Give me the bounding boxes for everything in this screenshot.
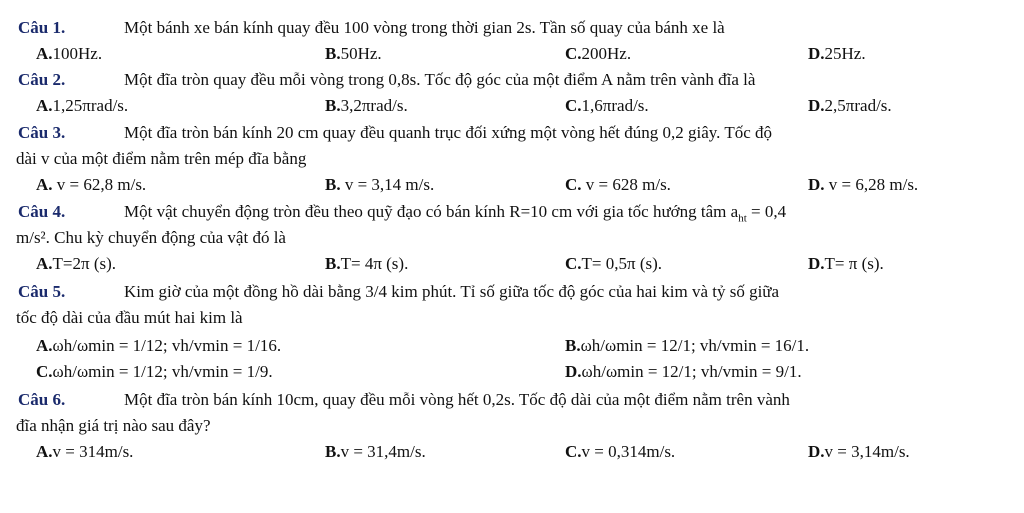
question-5-option-d[interactable]: [565, 362, 802, 382]
option-text: ωh/ωmin = 12/1; vh/vmin = 16/1.: [580, 336, 810, 355]
question-4-text-subscript: ht: [738, 212, 747, 225]
question-4-number: Câu 4.: [18, 202, 66, 221]
question-6-continuation: [0, 416, 1024, 438]
question-5-text-line2: tốc độ dài của đầu mút hai kim là: [16, 308, 243, 327]
question-5-options-row1: [0, 336, 1024, 358]
question-3-options: [0, 175, 1024, 197]
question-5-options-row2: [0, 362, 1024, 384]
question-6: [0, 390, 1024, 412]
question-6-option-d[interactable]: [808, 442, 910, 462]
question-3-option-a[interactable]: [36, 175, 146, 195]
option-text: v = 6,28 m/s.: [824, 175, 919, 194]
option-label: D.: [808, 442, 825, 461]
question-5-option-a[interactable]: [36, 336, 281, 356]
option-label: B.: [565, 336, 581, 355]
question-5-number: Câu 5.: [18, 282, 66, 301]
question-5: [0, 282, 1024, 304]
question-1-option-b[interactable]: [325, 44, 382, 64]
question-5-continuation: [0, 308, 1024, 330]
option-text: v = 31,4m/s.: [340, 442, 426, 461]
question-4-option-c[interactable]: [565, 254, 662, 274]
question-4-text-end: = 0,4: [746, 202, 787, 221]
option-label: C.: [36, 362, 53, 381]
option-label: A.: [36, 442, 53, 461]
option-label: B.: [325, 442, 341, 461]
question-6-text-line2: đĩa nhận giá trị nào sau đây?: [16, 416, 211, 435]
option-text: 100Hz.: [52, 44, 103, 63]
question-2-text: Một đĩa tròn quay đều mỗi vòng trong 0,8s. Tốc độ góc của một điểm A nằm trên vành đĩa là: [124, 70, 756, 89]
option-label: C.: [565, 442, 582, 461]
option-text: 1,25πrad/s.: [52, 96, 129, 115]
option-text: 25Hz.: [824, 44, 866, 63]
option-label: A.: [36, 175, 53, 194]
question-4: [0, 202, 1024, 224]
question-6-number: Câu 6.: [18, 390, 66, 409]
option-label: B.: [325, 175, 341, 194]
option-label: D.: [565, 362, 582, 381]
question-1-options: [0, 44, 1024, 66]
option-label: B.: [325, 96, 341, 115]
question-4-options: [0, 254, 1024, 276]
question-4-text-line2: m/s². Chu kỳ chuyển động của vật đó là: [16, 228, 286, 247]
question-1-option-a[interactable]: [36, 44, 102, 64]
option-label: A.: [36, 254, 53, 273]
option-text: ωh/ωmin = 12/1; vh/vmin = 9/1.: [581, 362, 802, 381]
question-4-continuation: [0, 228, 1024, 250]
question-2-option-c[interactable]: [565, 96, 649, 116]
option-label: D.: [808, 44, 825, 63]
question-1-number: Câu 1.: [18, 18, 66, 37]
option-text: 50Hz.: [340, 44, 382, 63]
option-label: B.: [325, 254, 341, 273]
option-label: B.: [325, 44, 341, 63]
option-label: A.: [36, 44, 53, 63]
option-label: C.: [565, 175, 582, 194]
question-3-option-c[interactable]: [565, 175, 671, 195]
question-2-option-b[interactable]: [325, 96, 408, 116]
question-3-continuation: [0, 149, 1024, 171]
question-3-text-line2: dài v của một điểm nằm trên mép đĩa bằng: [16, 149, 307, 168]
question-3-option-b[interactable]: [325, 175, 434, 195]
option-text: v = 314m/s.: [52, 442, 134, 461]
question-2-option-a[interactable]: [36, 96, 128, 116]
option-text: T=2π (s).: [52, 254, 117, 273]
question-4-text-main: Một vật chuyển động tròn đều theo quỹ đạo có bán kính R=10 cm với gia tốc hướng tâm a: [124, 202, 739, 221]
question-6-option-a[interactable]: [36, 442, 133, 462]
question-2-option-d[interactable]: [808, 96, 892, 116]
option-text: v = 62,8 m/s.: [52, 175, 147, 194]
option-label: C.: [565, 96, 582, 115]
question-4-option-a[interactable]: [36, 254, 116, 274]
question-6-option-b[interactable]: [325, 442, 426, 462]
question-5-text: Kim giờ của một đồng hồ dài bằng 3/4 kim phút. Tỉ số giữa tốc độ góc của hai kim và tỷ số giữa: [124, 282, 780, 301]
option-text: 3,2πrad/s.: [340, 96, 408, 115]
option-text: ωh/ωmin = 1/12; vh/vmin = 1/16.: [52, 336, 282, 355]
option-text: v = 0,314m/s.: [581, 442, 676, 461]
option-text: v = 3,14m/s.: [824, 442, 910, 461]
option-label: A.: [36, 336, 53, 355]
option-label: C.: [565, 254, 582, 273]
question-5-option-c[interactable]: [36, 362, 273, 382]
question-1-option-c[interactable]: [565, 44, 631, 64]
option-text: 200Hz.: [581, 44, 632, 63]
question-4-text: [124, 202, 786, 224]
option-label: A.: [36, 96, 53, 115]
option-text: v = 3,14 m/s.: [340, 175, 435, 194]
question-2-number: Câu 2.: [18, 70, 66, 89]
question-3-text: Một đĩa tròn bán kính 20 cm quay đều quanh trục đối xứng một vòng hết đúng 0,2 giây. Tốc độ: [124, 123, 773, 142]
question-5-option-b[interactable]: [565, 336, 809, 356]
option-text: T= 0,5π (s).: [581, 254, 663, 273]
option-label: D.: [808, 254, 825, 273]
question-6-option-c[interactable]: [565, 442, 675, 462]
question-1-option-d[interactable]: [808, 44, 866, 64]
option-label: D.: [808, 175, 825, 194]
option-text: 1,6πrad/s.: [581, 96, 649, 115]
question-4-option-b[interactable]: [325, 254, 408, 274]
option-text: T= π (s).: [824, 254, 884, 273]
question-3: [0, 123, 1024, 145]
option-text: 2,5πrad/s.: [824, 96, 892, 115]
question-3-option-d[interactable]: [808, 175, 918, 195]
question-6-text: Một đĩa tròn bán kính 10cm, quay đều mỗi vòng hết 0,2s. Tốc độ dài của một điểm nằm trên vành: [124, 390, 790, 409]
option-label: D.: [808, 96, 825, 115]
option-text: T= 4π (s).: [340, 254, 409, 273]
question-2: [0, 70, 1024, 92]
question-4-option-d[interactable]: [808, 254, 884, 274]
option-label: C.: [565, 44, 582, 63]
option-text: v = 628 m/s.: [581, 175, 671, 194]
question-1-text: Một bánh xe bán kính quay đều 100 vòng trong thời gian 2s. Tần số quay của bánh xe là: [124, 18, 725, 37]
question-2-options: [0, 96, 1024, 118]
question-1: [0, 18, 1024, 40]
question-3-number: Câu 3.: [18, 123, 66, 142]
question-6-options: [0, 442, 1024, 464]
option-text: ωh/ωmin = 1/12; vh/vmin = 1/9.: [52, 362, 273, 381]
